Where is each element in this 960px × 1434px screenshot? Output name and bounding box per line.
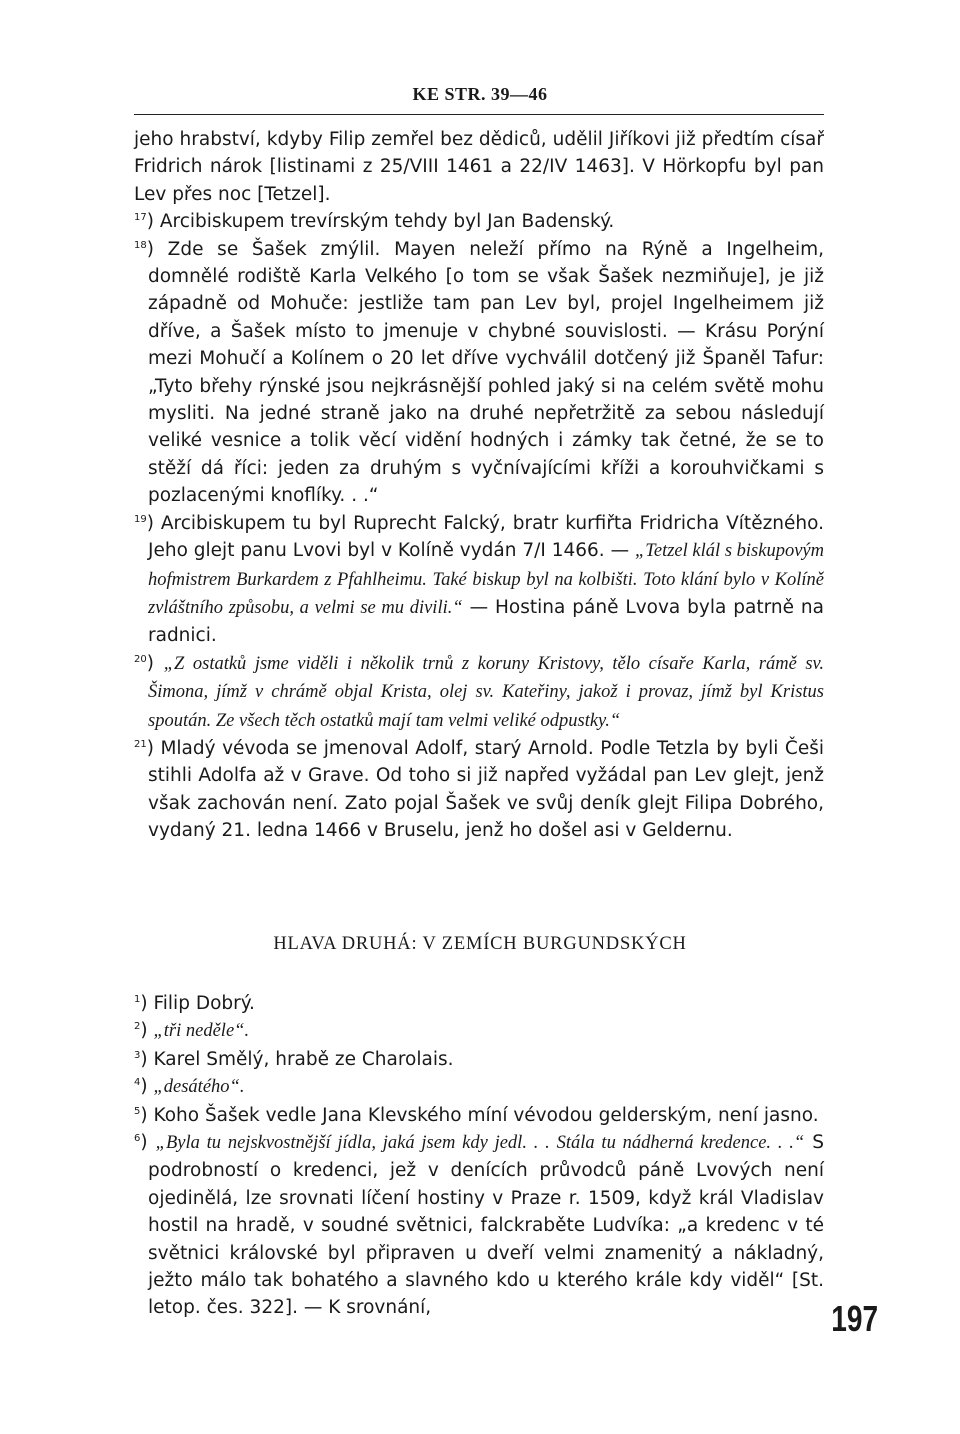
note-quote: „tři neděle“. xyxy=(153,1021,250,1042)
note-number: 18 xyxy=(134,239,147,251)
note-number: 1 xyxy=(134,994,141,1005)
note-2: $^2$) „tři neděle“. xyxy=(134,1020,250,1042)
note-19: $^{19}$) Arcibiskupem tu byl Ruprecht Falcký, bratr kurfiřta Fridricha Vítězného. Jeho glejt panu Lvovi byl v Kolíně vydán 7/I 1466. — „Tetzel klál s biskupovým hofmistrem Burkardem z Pfahlheimu. Také biskup byl na kolbišti. Toto klání bylo v Kolíně zvláštního způsobu, a velmi se mu divili.“ — Hostina páně Lvova byla patrně na radnici. xyxy=(134,512,824,647)
note-text: Arcibiskupem trevírským tehdy byl Jan Badenský. xyxy=(159,211,615,233)
note-number: 3 xyxy=(134,1049,141,1061)
note-text: Filip Dobrý. xyxy=(153,993,255,1014)
note-text: Arcibiskupem tu byl Ruprecht Falcký, bratr kurfiřta Fridricha Vítězného. Jeho glejt panu Lvovi byl v Kolíně vydán 7/I 1466. — xyxy=(148,512,824,562)
chapter-title: HLAVA DRUHÁ: V ZEMÍCH BURGUNDSKÝCH xyxy=(273,934,687,954)
note-quote: „Byla tu nejskvostnější jídla, jaká jsem kdy jedl. . . Stála tu nádherná kredence. . .“ xyxy=(155,1133,805,1154)
note-quote: „desátého“. xyxy=(153,1077,245,1098)
note-3: $^3$) Karel Smělý, hrabě ze Charolais. xyxy=(134,1048,454,1070)
note-18: $^{18}$) Zde se Šašek zmýlil. Mayen neleží přímo na Rýně a Ingelheim, domnělé rodiště Karla Velkého [o tom se však Šašek nezmiňuje], je již západně od Mohuče: jestliže tam pan Lev byl, projel Ingelheimem již dříve, a Šašek místo to jmenuje v chybné souvislosti. — Krásu Porýní mezi Mohučí a Kolínem o 20 let dříve vychválil dotčený již Španěl Tafur: „Tyto břehy rýnské jsou nejkrásnější pohled jaký si na celém světě mohu mysliti. Na jedné straně jako na druhé nepřetržitě za sebou následují veliké vesnice a tolik věcí vidění hodných i zámky tak četné, že se to stěží dá říci: jeden za druhým s vyčnívajícími kříži a korouhvičkami s pozlacenými knoflíky. . .“ xyxy=(134,238,824,507)
note-text: Mladý vévoda se jmenoval Adolf, starý Arnold. Podle Tetzla by byli Češi stihli Adolfa až v Grave. Od toho si již napřed vyžádal pan Lev glejt, jenž však zachován není. Zato pojal Šašek ve svůj deník glejt Filipa Dobrého, vydaný 21. ledna 1466 v Bruselu, jenž ho došel asi v Geldernu. xyxy=(148,737,824,842)
note-1: $^1$) Filip Dobrý. xyxy=(134,993,255,1014)
note-number: 19 xyxy=(134,513,147,525)
header-rule xyxy=(134,114,824,115)
note-16-continuation: jeho hrabství, kdyby Filip zemřel bez dědiců, udělil Jiříkovi již předtím císař Fridrich nárok [listinami z 25/VIII 1461 a 22/IV 1463]. V Hörkopfu byl pan Lev přes noc [Tetzel]. xyxy=(134,129,824,205)
note-text: Karel Smělý, hrabě ze Charolais. xyxy=(153,1048,454,1070)
running-header: KE STR. 39—46 xyxy=(412,84,548,104)
note-number: 20 xyxy=(134,653,147,665)
note-number: 6 xyxy=(134,1133,141,1145)
note-number: 2 xyxy=(134,1021,141,1033)
note-text: S podrobností o kredenci, jež v denících průvodců páně Lvových není ojedinělá, lze srovnati líčení hostiny v Praze r. 1509, když král Vladislav hostil na hradě, v soudné světnici, falckraběte Ludvíka: „a kredenc v té světnici královské byl připraven u dveří velmi znamenitý a nákladný, ježto málo tak bohatého a slavného kdo u kterého krále kdy viděl“ [St. letop. čes. 322]. — K srovnání, xyxy=(148,1132,824,1319)
note-4: $^4$) „desátého“. xyxy=(134,1076,245,1098)
page-number: 197 xyxy=(831,1298,878,1339)
note-21: $^{21}$) Mladý vévoda se jmenoval Adolf, starý Arnold. Podle Tetzla by byli Češi stihli Adolfa až v Grave. Od toho si již napřed vyžádal pan Lev glejt, jenž však zachován není. Zato pojal Šašek ve svůj deník glejt Filipa Dobrého, vydaný 21. ledna 1466 v Bruselu, jenž ho došel asi v Geldernu. xyxy=(134,737,824,842)
note-number: 4 xyxy=(134,1077,141,1089)
note-text: Koho Šašek vedle Jana Klevského míní vévodou gelderským, není jasno. xyxy=(153,1104,819,1126)
note-quote: „Z ostatků jsme viděli i několik trnů z koruny Kristovy, tělo císaře Karla, rámě sv. Šimona, jímž v chrámě objal Krista, olej sv. Kateřiny, jakož i provaz, jímž byl Kristus spoután. Ze všech těch ostatků mají tam velmi veliké odpustky.“ xyxy=(148,653,824,731)
note-number: 21 xyxy=(134,738,147,750)
note-6: $^6$) „Byla tu nejskvostnější jídla, jaká jsem kdy jedl. . . Stála tu nádherná kredence. . .“ S podrobností o kredenci, jež v denících průvodců páně Lvových není ojedinělá, lze srovnati líčení hostiny v Praze r. 1509, když král Vladislav hostil na hradě, v soudné světnici, falckraběte Ludvíka: „a kredenc v té světnici královské byl připraven u dveří velmi znamenitý a nákladný, ježto málo tak bohatého a slavného kdo u kterého krále kdy viděl“ [St. letop. čes. 322]. — K srovnání, xyxy=(134,1132,824,1319)
note-20: $^{20}$) „Z ostatků jsme viděli i několik trnů z koruny Kristovy, tělo císaře Karla, rámě sv. Šimona, jímž v chrámě objal Krista, olej sv. Kateřiny, jakož i provaz, jímž byl Kristus spoután. Ze všech těch ostatků mají tam velmi veliké odpustky.“ xyxy=(134,652,824,731)
note-text: — Hostina páně Lvova byla patrně na radnici. xyxy=(148,596,824,647)
note-5: $^5$) Koho Šašek vedle Jana Klevského míní vévodou gelderským, není jasno. xyxy=(134,1104,819,1126)
note-quote: „Tetzel klál s biskupovým hofmistrem Burkardem z Pfahlheimu. Také biskup byl na kolbišti. Toto klání bylo v Kolíně zvláštního způsobu, a velmi se mu divili.“ xyxy=(148,541,824,618)
note-17: $^{17}$) Arcibiskupem trevírským tehdy byl Jan Badenský. xyxy=(134,211,615,233)
note-text: Zde se Šašek zmýlil. Mayen neleží přímo na Rýně a Ingelheim, domnělé rodiště Karla Velkého [o tom se však Šašek nezmiňuje], je již západně od Mohuče: jestliže tam pan Lev byl, projel Ingelheimem již dříve, a Šašek místo to jmenuje v chybné souvislosti. — Krásu Porýní mezi Mohučí a Kolínem o 20 let dříve vychválil dotčený již Španěl Tafur: „Tyto břehy rýnské jsou nejkrásnější pohled jaký si na celém světě mohu mysliti. Na jedné straně jako na druhé nepřetržitě za sebou následují veliké vesnice a tolik věcí vidění hodných i zámky tak četné, že se to stěží dá říci: jeden za druhým s vyčnívajícími kříži a korouhvičkami s pozlacenými knoflíky. . .“ xyxy=(148,238,824,507)
note-number: 17 xyxy=(134,212,147,224)
note-number: 5 xyxy=(134,1105,141,1117)
notes-block-1 xyxy=(134,126,824,845)
notes-block-2 xyxy=(134,990,824,1322)
